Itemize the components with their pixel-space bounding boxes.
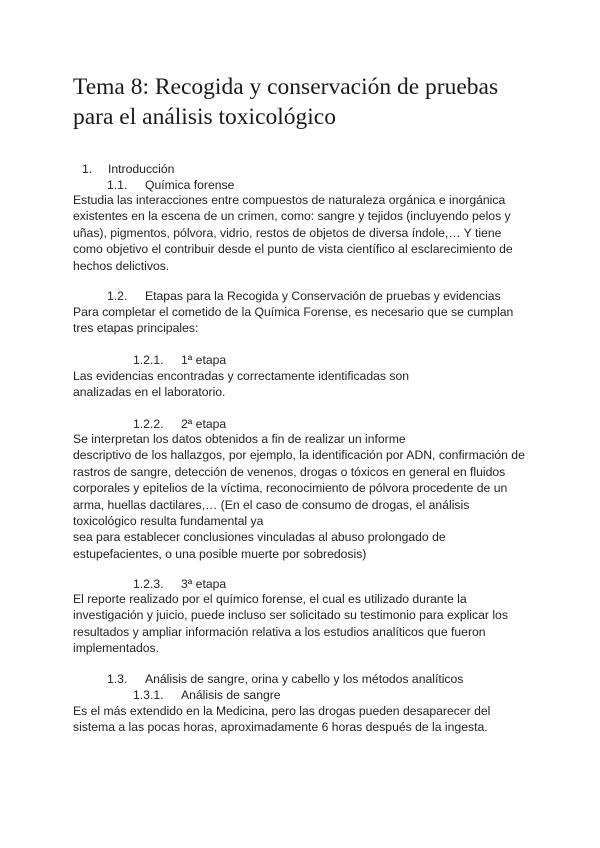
title-line-1: Tema 8: Recogida y conservación de pruebas [73,74,499,100]
paragraph-line: El reporte realizado por el químico forense, el cual es utilizado durante la [73,592,467,606]
paragraph-line: corporales y epitelios de la víctima, reconocimiento de pólvora procedente de un [73,481,508,496]
paragraph-line: hechos delictivos. [73,258,170,273]
heading-text: Etapas para la Recogida y Conservación de pruebas y evidencias [145,289,501,303]
document-title [73,72,553,132]
heading-text: Análisis de sangre [181,688,281,702]
heading-text: 2ª etapa [181,417,227,431]
paragraph-line: estupefacientes, o una posible muerte por sobredosis) [73,546,367,561]
paragraph-line: existentes en la escena de un crimen, como: sangre y tejidos (incluyendo pelos y [73,209,511,224]
paragraph-etapa-2 [73,431,543,562]
paragraph-line: Para completar el cometido de la Química Forense, es necesario que se cumplan [73,305,514,319]
paragraph-line: Es el más extendido en la Medicina, pero las drogas pueden desaparecer del [73,704,491,718]
paragraph-etapas [73,304,543,337]
paragraph-line: uñas), pigmentos, pólvora, vidrio, restos de objetos de diversa índole,… Y tiene [73,225,502,240]
heading-number: 1. [82,162,93,176]
paragraph-line: Se interpretan los datos obtenidos a fin de realizar un informe [73,432,406,446]
paragraph-etapa-3 [73,591,543,657]
heading-number: 1.2.1. [133,353,164,367]
paragraph-line: descriptivo de los hallazgos, por ejemplo, la identificación por ADN, confirmación de [73,448,525,463]
title-line-2: para el análisis toxicológico [73,104,336,130]
heading-text: 1ª etapa [181,353,227,367]
paragraph-line: rastros de sangre, detección de venenos, drogas o tóxicos en general en fluidos [73,464,506,479]
heading-text: Química forense [145,178,235,192]
heading-number: 1.1. [107,178,128,192]
heading-number: 1.3. [107,672,128,686]
paragraph-line: arma, huellas dactilares,… (En el caso de consumo de drogas, el análisis [73,497,470,512]
paragraph-quimica-forense [73,192,543,274]
paragraph-line: investigación y juicio, puede incluso ser solicitado su testimonio para explicar los [73,608,508,623]
paragraph-line: sistema a las pocas horas, aproximadamente 6 horas después de la ingesta. [73,720,488,735]
heading-number: 1.2.2. [133,417,164,431]
paragraph-line: como objetivo el contribuir desde el punto de vista científico al esclarecimiento de [73,242,513,257]
heading-text: 3ª etapa [181,577,227,591]
paragraph-analisis-sangre [73,703,543,736]
paragraph-line: Estudia las interacciones entre compuestos de naturaleza orgánica e inorgánica [73,193,506,207]
heading-number: 1.2. [107,289,128,303]
paragraph-line: tres etapas principales: [73,321,199,336]
paragraph-etapa-1 [73,368,543,401]
paragraph-line: Las evidencias encontradas y correctamente identificadas son [73,369,410,383]
paragraph-line: sea para establecer conclusiones vinculadas al abuso prolongado de [73,530,446,545]
heading-number: 1.2.3. [133,577,164,591]
heading-number: 1.3.1. [133,688,164,702]
paragraph-line: implementados. [73,641,160,656]
paragraph-line: resultados y ampliar información relativa a los estudios analíticos que fueron [73,624,486,639]
heading-text: Introducción [108,162,175,176]
heading-text: Análisis de sangre, orina y cabello y los métodos analíticos [145,672,464,686]
paragraph-line: analizadas en el laboratorio. [73,385,226,400]
paragraph-line: toxicológico resulta fundamental ya [73,514,264,529]
